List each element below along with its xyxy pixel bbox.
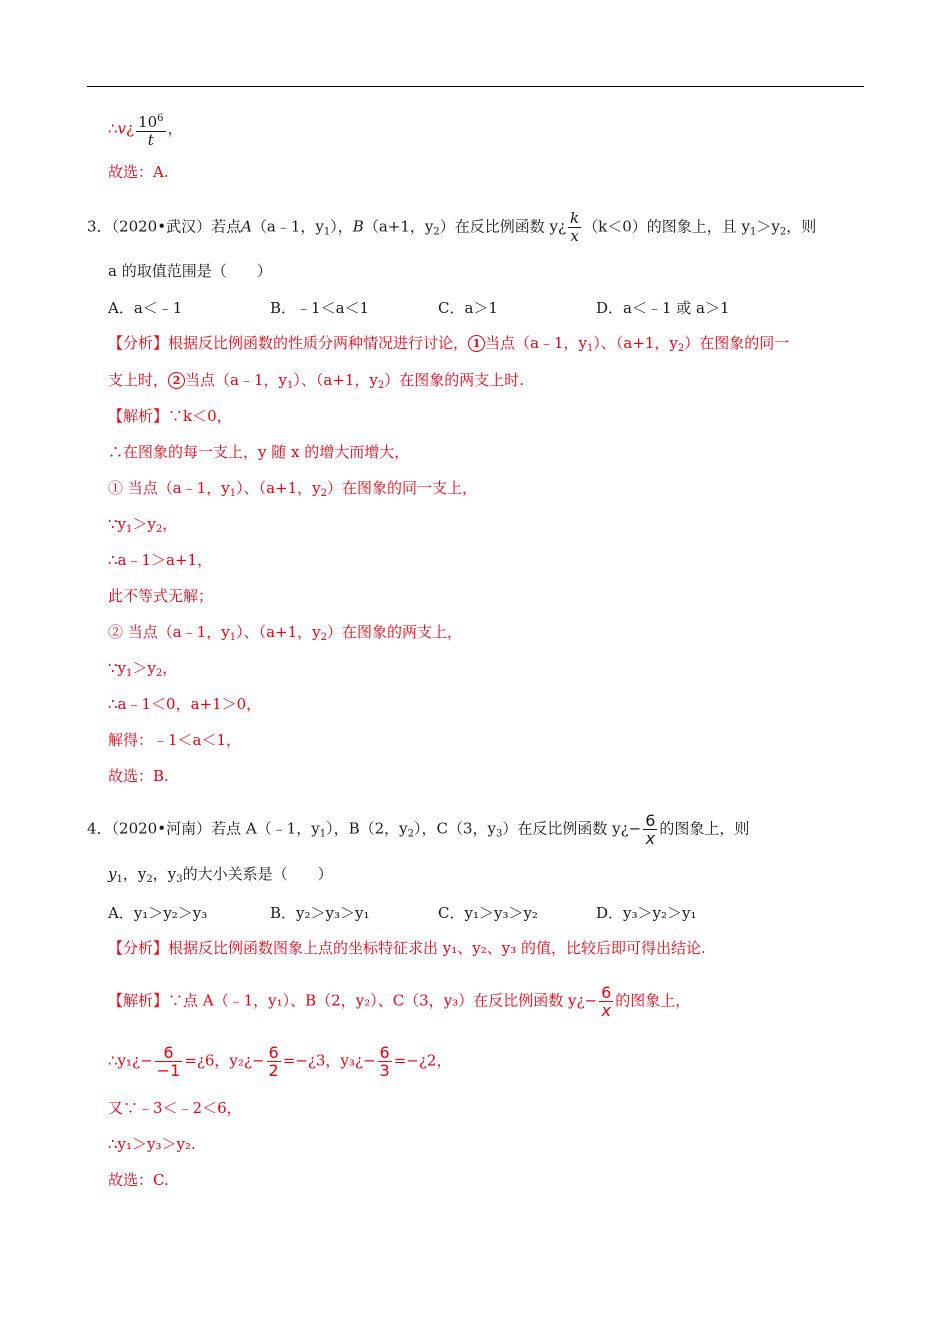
q3-solution-line5: 此不等式无解； [108, 587, 214, 605]
q3-solution-line2: ① 当点（a﹣1，$y_1$）、（a+1，$y_2$）在图象的同一支上， [108, 479, 478, 499]
header-rule [87, 86, 864, 87]
q3-solution-label: 【解析】∵k＜0， [108, 407, 232, 425]
top-formula-line: ∴v¿ $\frac{10^6}{t}$ ， [108, 110, 183, 149]
fraction-10e6-over-t: $\frac{10^6}{t}$ [136, 110, 165, 149]
q4-option-c: C．y₁＞y₃＞y₂ [438, 904, 538, 922]
q3-option-b: B．﹣1＜a＜1 [270, 299, 370, 317]
fraction-6-over-x-solution: $\frac{6}{x}$ [601, 983, 612, 1020]
q3-analysis-line1: 【分析】根据反比例函数的性质分两种情况进行讨论， 1 当点（a﹣1，$y_1$）、（a+1，$y_2$）在图象的同一 [108, 334, 790, 354]
q4-answer: 故选：C. [108, 1171, 169, 1189]
q3-analysis-line2: 支上时， 2 当点（a﹣1，$y_1$）、（a+1，$y_2$）在图象的两支上时. [108, 371, 525, 391]
fraction-6-over-neg1: $\frac{6}{-1}$ [156, 1043, 181, 1080]
q3-solution-line4: ∴a﹣1＞a+1， [108, 551, 213, 569]
fraction-6-over-2: $\frac{6}{2}$ [268, 1043, 279, 1080]
q4-option-a: A．y₁＞y₂＞y₃ [108, 904, 208, 922]
q3-solution-line9: 解得：﹣1＜a＜1， [108, 731, 242, 749]
q3-solution-line7: $\because y_1>y_2$， [108, 659, 178, 679]
q4-option-d: D．y₃＞y₂＞y₁ [596, 904, 697, 922]
q3-solution-line1: ∴在图象的每一支上，y 随 x 的增大而增大， [108, 443, 410, 461]
q3-answer: 故选：B. [108, 767, 169, 785]
q3-option-d: D．a＜﹣1 或 a＞1 [596, 299, 730, 317]
q3-stem-line1: 3．（2020•武汉）若点A（a﹣1，$y_1$），B（a+1，$y_2$）在反比例函数 y¿ $\frac{k}{x}$ （k＜0）的图象上，且 $y_1>y_2$，则 [87, 209, 817, 245]
q4-solution-line4: ∴y₁＞y₃＞y₂. [108, 1135, 196, 1153]
q4-stem-line2: $y_1$，$y_2$，$y_3$的大小关系是（ ） [108, 865, 333, 885]
q4-stem-line1: 4．（2020•河南）若点 A（﹣1，$y_1$），B（2，$y_2$），C（3，$y_3$）在反比例函数 y¿− $\frac{6}{x}$ 的图象上，则 [87, 811, 750, 848]
fraction-6-over-x: $\frac{6}{x}$ [645, 811, 656, 848]
q3-option-c: C．a＞1 [438, 299, 498, 317]
q3-option-a: A．a＜﹣1 [108, 299, 183, 317]
q3-solution-line6: ② 当点（a﹣1，$y_1$）、（a+1，$y_2$）在图象的两支上， [108, 623, 463, 643]
q4-option-b: B．y₂＞y₃＞y₁ [270, 904, 370, 922]
q4-solution-line3: 又∵﹣3＜﹣2＜6， [108, 1099, 242, 1117]
q3-solution-line3: $\because y_1>y_2$， [108, 515, 178, 535]
fraction-k-over-x: $\frac{k}{x}$ [570, 209, 580, 245]
q4-solution-line1: 【解析】∵点 A（﹣1，y₁）、B（2，y₂）、C（3，y₃）在反比例函数 y¿− $\frac{6}{x}$ 的图象上， [108, 983, 691, 1020]
top-answer: 故选：A. [108, 163, 169, 181]
q3-stem-line2: a 的取值范围是（ ） [108, 262, 272, 280]
q3-solution-line8: ∴a﹣1＜0，a+1＞0， [108, 695, 262, 713]
fraction-6-over-3: $\frac{6}{3}$ [379, 1043, 390, 1080]
q4-analysis: 【分析】根据反比例函数图象上点的坐标特征求出 y₁、y₂、y₃ 的值，比较后即可得出结论. [108, 939, 706, 957]
q4-calc-line: ∴y₁¿− $\frac{6}{-1}$ =¿6，y₂¿− $\frac{6}{2}$ =−¿3，y₃¿− $\frac{6}{3}$ =−¿2， [108, 1043, 452, 1080]
